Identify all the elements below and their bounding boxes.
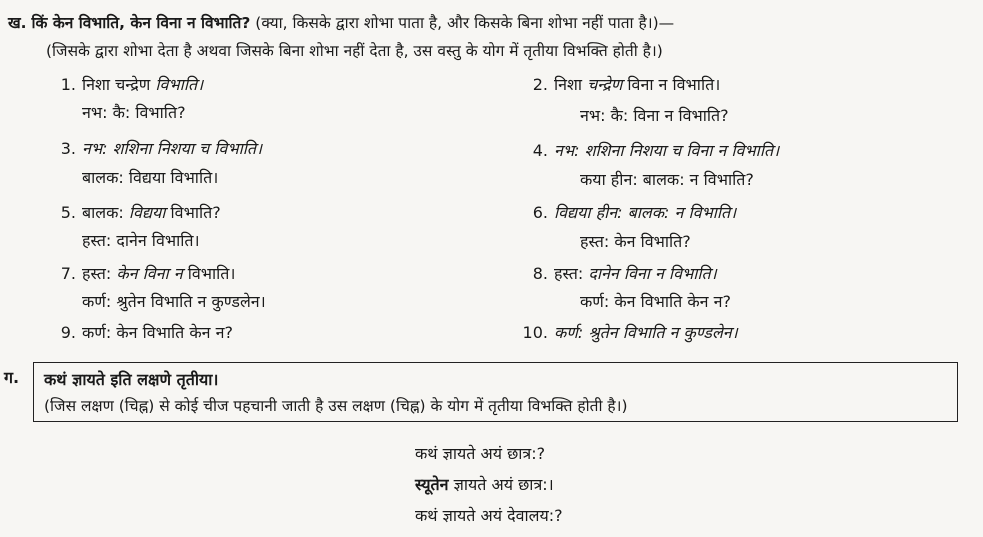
example-9 bbox=[48, 323, 233, 342]
example-number: 1. bbox=[60, 75, 76, 94]
example-number: 10. bbox=[522, 323, 548, 342]
example-1 bbox=[48, 75, 203, 94]
example-number: 2. bbox=[532, 75, 548, 94]
example-number: 4. bbox=[532, 141, 548, 160]
example-text-italic: चन्द्रेण bbox=[587, 75, 623, 94]
example-text: बालक: bbox=[82, 203, 129, 222]
example-4-followup: कया हीन: बालक: न विभाति? bbox=[580, 170, 754, 189]
emphasis-word: स्यूतेन bbox=[415, 475, 449, 494]
section-kha-heading bbox=[8, 14, 674, 33]
example-number: 3. bbox=[60, 139, 76, 158]
example-7 bbox=[48, 264, 235, 283]
example-4 bbox=[520, 141, 779, 160]
example-6 bbox=[520, 203, 736, 222]
example-text-tail: विभाति। bbox=[182, 264, 236, 283]
section-ga-line-1: कथं ज्ञायते अयं छात्र:? bbox=[415, 444, 546, 463]
example-8 bbox=[520, 264, 717, 283]
section-ga-line-3: कथं ज्ञायते अयं देवालय:? bbox=[415, 506, 563, 525]
example-text: हस्त: bbox=[554, 264, 589, 283]
example-7-followup: कर्ण: श्रुतेन विभाति न कुण्डलेन। bbox=[82, 292, 266, 311]
section-kha-title: किं केन विभाति, केन विना न विभाति? bbox=[31, 14, 251, 32]
example-number: 8. bbox=[532, 264, 548, 283]
section-kha-gloss: (क्या, किसके द्वारा शोभा पाता है, और किसके बिना शोभा नहीं पाता है।)— bbox=[250, 14, 675, 32]
example-text-tail: विभाति? bbox=[165, 203, 221, 222]
section-kha-label: ख. bbox=[8, 14, 27, 32]
example-text: हस्त: bbox=[82, 264, 117, 283]
example-text-italic: कर्ण: श्रुतेन विभाति न कुण्डलेन। bbox=[554, 323, 738, 342]
section-ga-title: कथं ज्ञायते इति लक्षणे तृतीया। bbox=[44, 370, 219, 389]
example-text-italic: नभ: शशिना निशया च विभाति। bbox=[82, 139, 263, 158]
example-text-italic: विद्यया bbox=[128, 203, 166, 222]
section-ga-rule: (जिस लक्षण (चिह्न) से कोई चीज पहचानी जाती है उस लक्षण (चिह्न) के योग में तृतीया विभक्ति होती है।) bbox=[44, 397, 628, 415]
example-3 bbox=[48, 139, 262, 158]
section-kha-rule: (जिसके द्वारा शोभा देता है अथवा जिसके बिना शोभा नहीं देता है, उस वस्तु के योग में तृतीया विभक्ति होती है।) bbox=[46, 42, 663, 60]
example-text: निशा चन्द्रेण bbox=[82, 75, 156, 94]
example-5-followup: हस्त: दानेन विभाति। bbox=[82, 231, 200, 250]
example-number: 6. bbox=[532, 203, 548, 222]
example-number: 7. bbox=[60, 264, 76, 283]
example-6-followup: हस्त: केन विभाति? bbox=[580, 232, 691, 251]
example-number: 5. bbox=[60, 203, 76, 222]
example-text-italic: केन विना न bbox=[116, 264, 183, 283]
example-1-question: नभ: कै: विभाति? bbox=[82, 103, 186, 122]
section-ga-line-2 bbox=[415, 475, 554, 494]
example-2 bbox=[520, 75, 720, 94]
example-10 bbox=[520, 323, 738, 342]
example-text-tail: विना न विभाति। bbox=[622, 75, 721, 94]
example-2-question: नभ: कै: विना न विभाति? bbox=[580, 106, 729, 125]
example-8-followup: कर्ण: केन विभाति केन न? bbox=[580, 292, 731, 311]
example-text-italic: विद्यया हीन: बालक: न विभाति। bbox=[554, 203, 737, 222]
example-5 bbox=[48, 203, 221, 222]
line-text: ज्ञायते अयं छात्र:। bbox=[448, 475, 554, 494]
example-text-italic: दानेन विना न विभाति। bbox=[588, 264, 717, 283]
example-text-italic: नभ: शशिना निशया च विना न विभाति। bbox=[554, 141, 780, 160]
example-3-followup: बालक: विद्यया विभाति। bbox=[82, 168, 219, 187]
section-ga-label: ग. bbox=[4, 368, 20, 387]
example-text: निशा bbox=[554, 75, 588, 94]
example-number: 9. bbox=[60, 323, 76, 342]
example-text-italic: विभाति। bbox=[155, 75, 204, 94]
example-text: कर्ण: केन विभाति केन न? bbox=[82, 323, 233, 342]
